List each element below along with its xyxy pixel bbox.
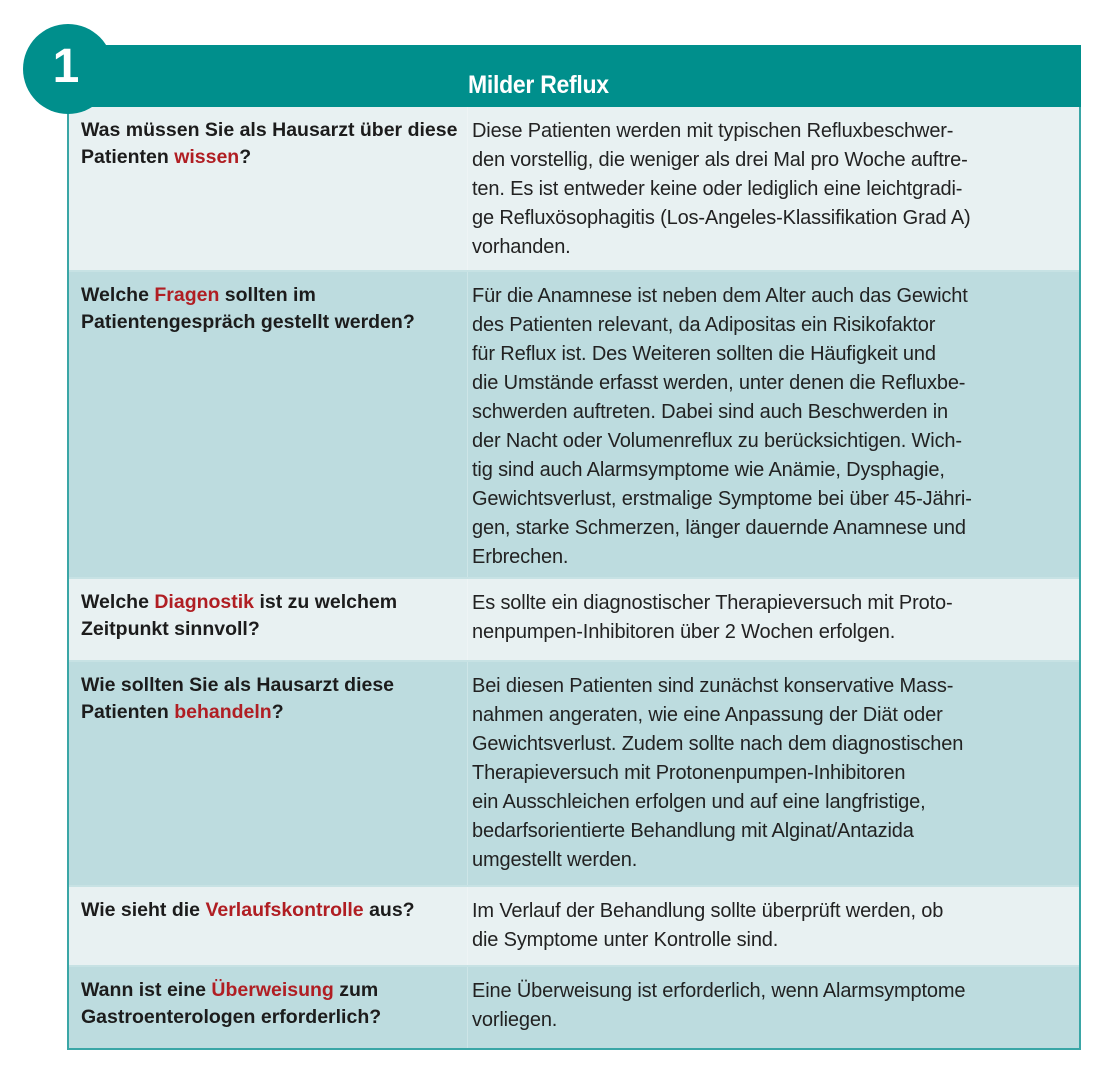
answer-line: bedarfsorientierte Behandlung mit Alginat/Antazida: [472, 820, 914, 842]
answer-line: der Nacht oder Volumenreflux zu berücksichtigen. Wich-: [472, 430, 962, 452]
answer-line: den vorstellig, die weniger als drei Mal pro Woche auftre-: [472, 149, 968, 171]
table-title: Milder Reflux: [468, 71, 609, 99]
info-table-card: [67, 45, 1081, 1050]
table-row: [69, 107, 1079, 270]
question-keyword: Verlaufskontrolle: [205, 899, 364, 921]
answer-line: vorliegen.: [472, 1009, 558, 1031]
answer-line: Eine Überweisung ist erforderlich, wenn Alarmsymptome: [472, 980, 966, 1002]
answer-cell: [468, 887, 1079, 965]
question-cell: [69, 579, 468, 660]
answer-line: nahmen angeraten, wie eine Anpassung der Diät oder: [472, 704, 943, 726]
question-cell: [69, 887, 468, 965]
question-text: Welche: [81, 284, 155, 306]
answer-cell: [468, 272, 1079, 577]
answer-line: nenpumpen-Inhibitoren über 2 Wochen erfolgen.: [472, 621, 896, 643]
answer-cell: [468, 107, 1079, 270]
table-header: [67, 45, 1081, 107]
table-row: [69, 660, 1079, 885]
answer-line: Diese Patienten werden mit typischen Refluxbeschwer-: [472, 120, 954, 142]
table-row: [69, 885, 1079, 965]
question-text: ist zu welchem Zeitpunkt sinnvoll?: [81, 591, 398, 640]
question-cell: [69, 272, 468, 577]
question-text: aus?: [363, 899, 415, 921]
answer-line: die Umstände erfasst werden, unter denen die Refluxbe-: [472, 372, 966, 394]
question-text: ?: [271, 701, 284, 723]
answer-line: gen, starke Schmerzen, länger dauernde Anamnese und: [472, 517, 966, 539]
answer-line: des Patienten relevant, da Adipositas ein Risikofaktor: [472, 314, 936, 336]
question-cell: [69, 662, 468, 885]
section-number-badge: [23, 24, 113, 114]
table-row: [69, 965, 1079, 1048]
table-row: [69, 270, 1079, 577]
question-text: Welche: [81, 591, 155, 613]
answer-line: für Reflux ist. Des Weiteren sollten die Häufigkeit und: [472, 343, 936, 365]
question-text: zum Gastroenterologen erforderlich?: [81, 979, 382, 1028]
question-text: Wie sieht die: [81, 899, 206, 921]
question-text: Wie sollten Sie als Hausarzt diese Patienten: [81, 674, 395, 723]
question-keyword: wissen: [174, 146, 240, 168]
question-cell: [69, 967, 468, 1048]
question-cell: [69, 107, 468, 270]
answer-line: schwerden auftreten. Dabei sind auch Beschwerden in: [472, 401, 948, 423]
answer-line: tig sind auch Alarmsymptome wie Anämie, Dysphagie,: [472, 459, 945, 481]
answer-line: ten. Es ist entweder keine oder lediglich eine leichtgradi-: [472, 178, 963, 200]
answer-line: Gewichtsverlust, erstmalige Symptome bei über 45-Jähri-: [472, 488, 972, 510]
section-number: 1: [52, 39, 80, 93]
answer-line: Therapieversuch mit Protonenpumpen-Inhibitoren: [472, 762, 906, 784]
answer-line: Im Verlauf der Behandlung sollte überprüft werden, ob: [472, 900, 944, 922]
question-keyword: Diagnostik: [154, 591, 255, 613]
question-keyword: Fragen: [154, 284, 220, 306]
table-row: [69, 577, 1079, 660]
question-text: Wann ist eine: [81, 979, 212, 1001]
answer-line: umgestellt werden.: [472, 849, 638, 871]
answer-cell: [468, 662, 1079, 885]
qa-table: [67, 107, 1081, 1050]
answer-cell: [468, 579, 1079, 660]
answer-cell: [468, 967, 1079, 1048]
question-text: sollten im Patientengespräch gestellt werden?: [81, 284, 415, 333]
answer-line: Erbrechen.: [472, 546, 569, 568]
answer-line: vorhanden.: [472, 236, 571, 258]
answer-line: die Symptome unter Kontrolle sind.: [472, 929, 779, 951]
answer-line: Es sollte ein diagnostischer Therapieversuch mit Proto-: [472, 592, 953, 614]
answer-line: Gewichtsverlust. Zudem sollte nach dem diagnostischen: [472, 733, 964, 755]
question-keyword: behandeln: [174, 701, 272, 723]
answer-line: ge Refluxösophagitis (Los-Angeles-Klassifikation Grad A): [472, 207, 971, 229]
answer-line: Für die Anamnese ist neben dem Alter auch das Gewicht: [472, 285, 968, 307]
answer-line: ein Ausschleichen erfolgen und auf eine langfristige,: [472, 791, 926, 813]
question-text: ?: [239, 146, 252, 168]
question-text: Was müssen Sie als Hausarzt über diese Patienten: [81, 119, 458, 168]
question-keyword: Überweisung: [211, 979, 334, 1001]
answer-line: Bei diesen Patienten sind zunächst konservative Mass-: [472, 675, 954, 697]
